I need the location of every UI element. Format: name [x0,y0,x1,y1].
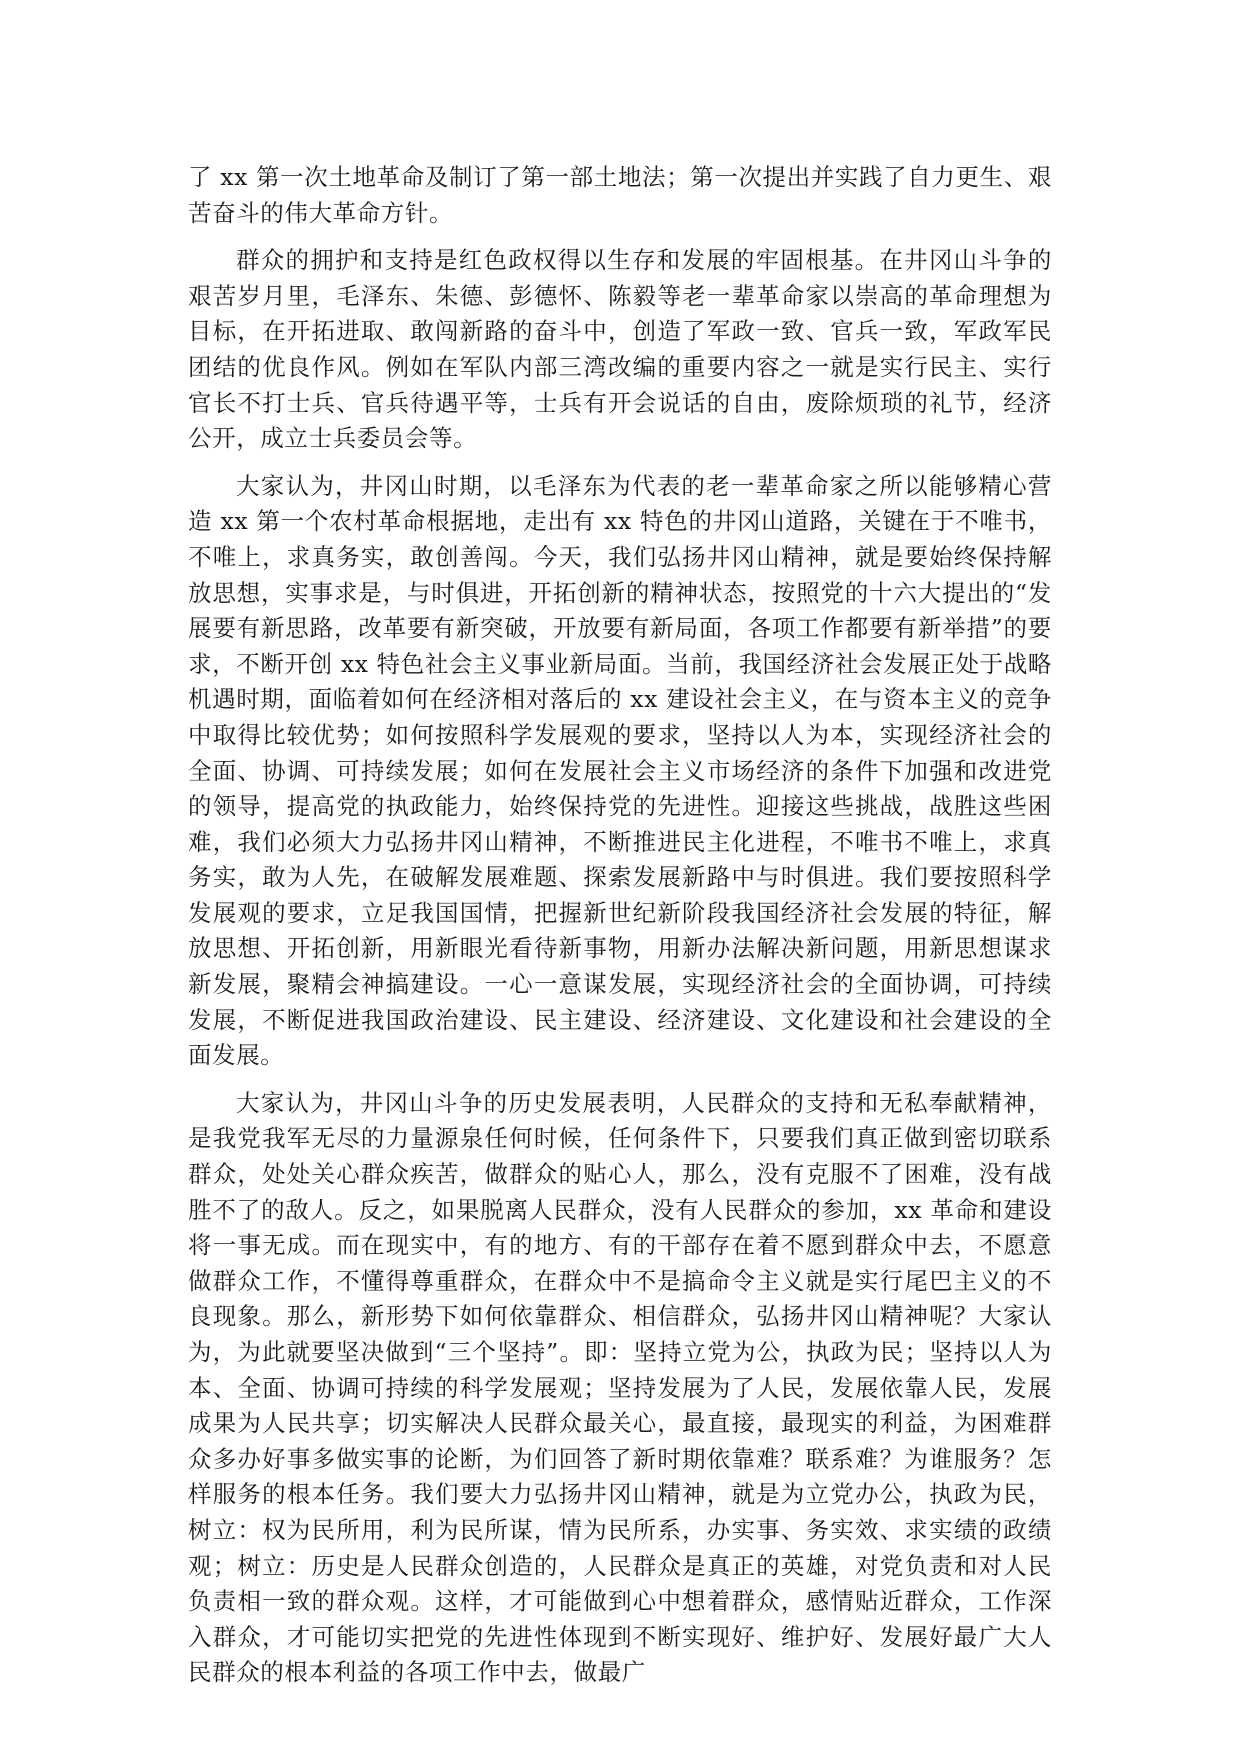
paragraph-1: 了 xx 第一次土地革命及制订了第一部土地法；第一次提出并实践了自力更生、艰苦奋斗的伟大革命方针。 [188,163,1052,227]
paragraph-3: 大家认为，井冈山时期，以毛泽东为代表的老一辈革命家之所以能够精心营造 xx 第一个农村革命根据地，走出有 xx 特色的井冈山道路，关键在于不唯书，不唯上，求真务实，敢创善闯。今天，我们弘扬井冈山精神，就是要始终保持解放思想，实事求是，与时俱进，开拓创新的精神状态，按照党的十六大提出的“发展要有新思路，改革要有新突破，开放要有新局面，各项工作都要有新举措”的要求，不断开创 xx 特色社会主义事业新局面。当前，我国经济社会发展正处于战略机遇时期，面临着如何在经济相对落后的 xx 建设社会主义，在与资本主义的竞争中取得比较优势；如何按照科学发展观的要求，坚持以人为本，实现经济社会的全面、协调、可持续发展；如何在发展社会主义市场经济的条件下加强和改进党的领导，提高党的执政能力，始终保持党的先进性。迎接这些挑战，战胜这些困难，我们必须大力弘扬井冈山精神，不断推进民主化进程，不唯书不唯上，求真务实，敢为人先，在破解发展难题、探索发展新路中与时俱进。我们要按照科学发展观的要求，立足我国国情，把握新世纪新阶段我国经济社会发展的特征，解放思想、开拓创新，用新眼光看待新事物，用新办法解决新问题，用新思想谋求新发展，聚精会神搞建设。一心一意谋发展，实现经济社会的全面协调，可持续发展，不断促进我国政治建设、民主建设、经济建设、文化建设和社会建设的全面发展。 [188,471,1052,1070]
paragraph-2: 群众的拥护和支持是红色政权得以生存和发展的牢固根基。在井冈山斗争的艰苦岁月里，毛泽东、朱德、彭德怀、陈毅等老一辈革命家以崇高的革命理想为目标，在开拓进取、敢闯新路的奋斗中，创造了军政一致、官兵一致，军政军民团结的优良作风。例如在军队内部三湾改编的重要内容之一就是实行民主、实行官长不打士兵、官兵待遇平等，士兵有开会说话的自由，废除烦琐的礼节，经济公开，成立士兵委员会等。 [188,246,1052,453]
paragraph-4: 大家认为，井冈山斗争的历史发展表明，人民群众的支持和无私奉献精神，是我党我军无尽的力量源泉任何时候，任何条件下，只要我们真正做到密切联系群众，处处关心群众疾苦，做群众的贴心人，那么，没有克服不了困难，没有战胜不了的敌人。反之，如果脱离人民群众，没有人民群众的参加，xx 革命和建设将一事无成。而在现实中，有的地方、有的干部存在着不愿到群众中去，不愿意做群众工作，不懂得尊重群众，在群众中不是搞命令主义就是实行尾巴主义的不良现象。那么，新形势下如何依靠群众、相信群众，弘扬井冈山精神呢？大家认为，为此就要坚决做到“三个坚持”。即：坚持立党为公，执政为民；坚持以人为本、全面、协调可持续的科学发展观；坚持发展为了人民，发展依靠人民，发展成果为人民共享；切实解决人民群众最关心，最直接，最现实的利益，为困难群众多办好事多做实事的论断，为们回答了新时期依靠难？联系难？为谁服务？怎样服务的根本任务。我们要大力弘扬井冈山精神，就是为立党办公，执政为民，树立：权为民所用，利为民所谋，情为民所系，办实事、务实效、求实绩的政绩观；树立：历史是人民群众创造的，人民群众是真正的英雄，对党负责和对人民负责相一致的群众观。这样，才可能做到心中想着群众，感情贴近群众，工作深入群众，才可能切实把党的先进性体现到不断实现好、维护好、发展好最广大人民群众的根本利益的各项工作中去，做最广 [188,1088,1052,1687]
document-body [188,160,1052,1703]
